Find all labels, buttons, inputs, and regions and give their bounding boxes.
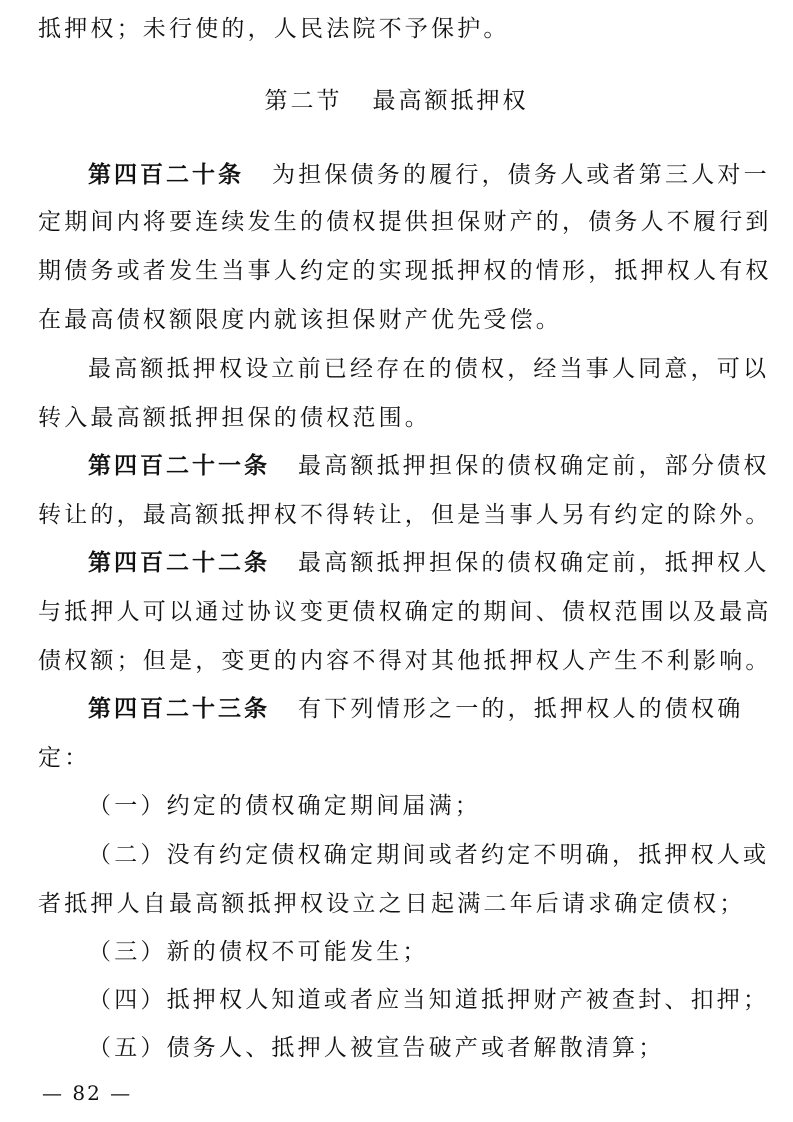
text-line: 定期间内将要连续发生的债权提供担保财产的，债务人不履行到: [38, 209, 772, 235]
section-number: 第二节: [264, 88, 343, 114]
article-title: 第四百二十三条: [88, 696, 270, 722]
list-item: （三）新的债权不可能发生；: [88, 939, 429, 965]
text-line: 抵押权；未行使的，人民法院不予保护。: [38, 16, 510, 42]
text-line: 者抵押人自最高额抵押权设立之日起满二年后请求确定债权；: [38, 891, 746, 917]
article-420: [88, 160, 770, 190]
article-title: 第四百二十二条: [88, 550, 270, 576]
section-name: 最高额抵押权: [372, 88, 529, 114]
text-line: 期债务或者发生当事人约定的实现抵押权的情形，抵押权人有权: [38, 258, 772, 284]
article-text: 最高额抵押担保的债权确定前，抵押权人: [298, 550, 770, 576]
list-item: （二）没有约定债权确定期间或者约定不明确，抵押权人或: [88, 842, 770, 868]
article-title: 第四百二十一条: [88, 453, 270, 479]
text-line: 转入最高额抵押担保的债权范围。: [38, 405, 431, 431]
text-line: 与抵押人可以通过协议变更债权确定的期间、债权范围以及最高: [38, 599, 772, 625]
article-421: [88, 451, 770, 481]
text-line: 债权额；但是，变更的内容不得对其他抵押权人产生不利影响。: [38, 648, 772, 674]
article-422: [88, 548, 770, 578]
list-item: （一）约定的债权确定期间届满；: [88, 793, 481, 819]
section-heading: [0, 86, 793, 116]
article-text: 最高额抵押担保的债权确定前，部分债权: [298, 453, 770, 479]
article-title: 第四百二十条: [88, 162, 244, 188]
article-text: 为担保债务的履行，债务人或者第三人对一: [272, 162, 770, 188]
text-line: 在最高债权额限度内就该担保财产优先受偿。: [38, 307, 562, 333]
page-number: — 82 —: [42, 1081, 133, 1105]
list-item: （四）抵押权人知道或者应当知道抵押财产被查封、扣押；: [88, 987, 770, 1013]
text-line: 最高额抵押权设立前已经存在的债权，经当事人同意，可以: [88, 356, 770, 382]
text-line: 定：: [38, 745, 91, 771]
text-line: 转让的，最高额抵押权不得转让，但是当事人另有约定的除外。: [38, 502, 772, 528]
list-item: （五）债务人、抵押人被宣告破产或者解散清算；: [88, 1035, 665, 1061]
article-423: [88, 694, 743, 724]
article-text: 有下列情形之一的，抵押权人的债权确: [298, 696, 744, 722]
